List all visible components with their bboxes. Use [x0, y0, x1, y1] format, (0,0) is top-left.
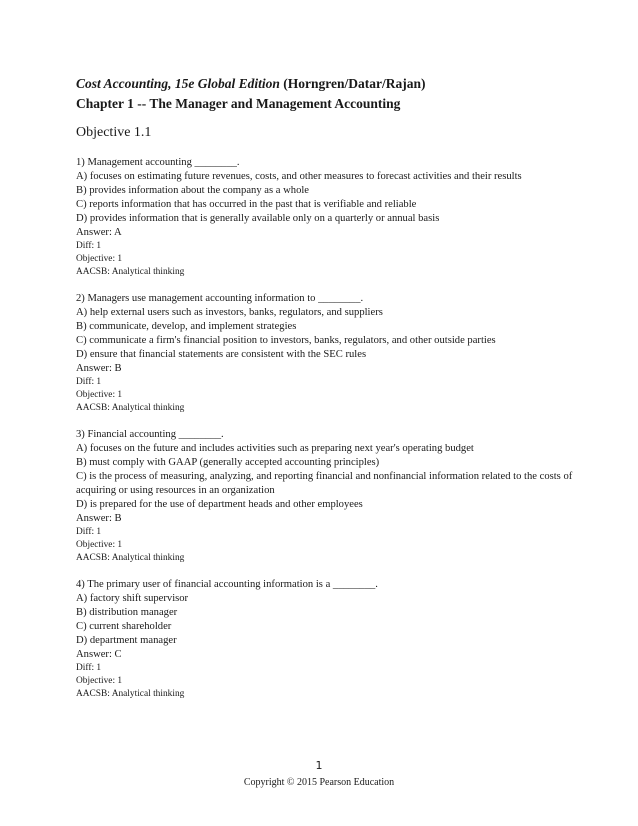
question-4 [76, 578, 576, 701]
objective-heading: Objective 1.1 [76, 125, 152, 140]
objective-tag: Objective: 1 [76, 676, 123, 686]
objective-tag: Objective: 1 [76, 540, 123, 550]
copyright-notice: Copyright © 2015 Pearson Education [243, 777, 395, 788]
choice-d: D) is prepared for the use of department heads and other employees [76, 499, 363, 510]
choice-a: A) focuses on estimating future revenues, costs, and other measures to forecast activities and their results [76, 171, 522, 182]
difficulty: Diff: 1 [76, 241, 102, 251]
question-stem: 2) Managers use management accounting information to ________. [76, 293, 364, 304]
aacsb-tag: AACSB: Analytical thinking [76, 267, 185, 277]
answer: Answer: B [76, 363, 122, 374]
book-authors: (Horngren/Datar/Rajan) [283, 76, 426, 91]
choice-c: C) is the process of measuring, analyzing, and reporting financial and nonfinancial information related to the costs of acquiring or using resources in an organization [76, 471, 573, 496]
book-title-line [76, 74, 596, 94]
choice-c: C) reports information that has occurred in the past that is verifiable and reliable [76, 199, 417, 210]
chapter-title: Chapter 1 -- The Manager and Management Accounting [76, 96, 401, 111]
choice-b: B) must comply with GAAP (generally accepted accounting principles) [76, 457, 380, 468]
choice-c: C) current shareholder [76, 621, 172, 632]
question-stem: 1) Management accounting ________. [76, 157, 240, 168]
question-2 [76, 292, 576, 415]
choice-b: B) provides information about the company as a whole [76, 185, 310, 196]
choice-b: B) communicate, develop, and implement strategies [76, 321, 297, 332]
choice-b: B) distribution manager [76, 607, 178, 618]
question-3 [76, 428, 576, 565]
answer: Answer: C [76, 649, 122, 660]
choice-a: A) focuses on the future and includes activities such as preparing next year's operating budget [76, 443, 474, 454]
difficulty: Diff: 1 [76, 527, 102, 537]
choice-a: A) factory shift supervisor [76, 593, 189, 604]
question-list [76, 156, 576, 714]
page-number: 1 [315, 759, 323, 772]
difficulty: Diff: 1 [76, 663, 102, 673]
choice-d: D) provides information that is generally available only on a quarterly or annual basis [76, 213, 440, 224]
objective-tag: Objective: 1 [76, 254, 123, 264]
answer: Answer: A [76, 227, 122, 238]
question-stem: 3) Financial accounting ________. [76, 429, 224, 440]
choice-a: A) help external users such as investors, banks, regulators, and suppliers [76, 307, 383, 318]
answer: Answer: B [76, 513, 122, 524]
question-stem: 4) The primary user of financial accounting information is a ________. [76, 579, 378, 590]
choice-d: D) ensure that financial statements are consistent with the SEC rules [76, 349, 367, 360]
choice-c: C) communicate a firm's financial position to investors, banks, regulators, and other outside parties [76, 335, 496, 346]
question-1 [76, 156, 576, 279]
choice-d: D) department manager [76, 635, 177, 646]
aacsb-tag: AACSB: Analytical thinking [76, 553, 185, 563]
aacsb-tag: AACSB: Analytical thinking [76, 403, 185, 413]
document-header [76, 74, 596, 114]
objective-tag: Objective: 1 [76, 390, 123, 400]
difficulty: Diff: 1 [76, 377, 102, 387]
aacsb-tag: AACSB: Analytical thinking [76, 689, 185, 699]
book-title: Cost Accounting, 15e Global Edition [76, 76, 280, 91]
